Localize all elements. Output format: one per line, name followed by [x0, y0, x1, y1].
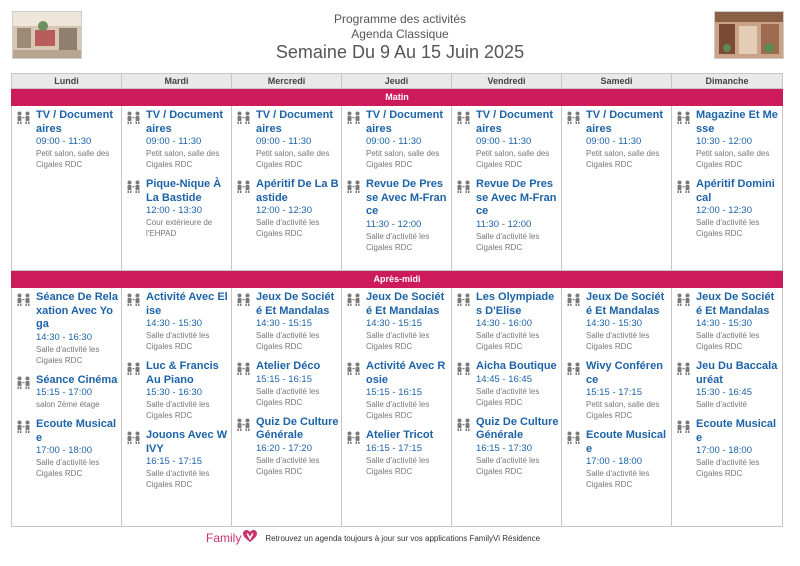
activity-item[interactable] [676, 360, 780, 410]
activity-name: TV / Documentaires [36, 109, 114, 135]
agenda-table [11, 73, 783, 527]
people-group-icon [676, 180, 691, 193]
people-group-icon [236, 418, 251, 431]
activity-name: TV / Documentaires [256, 109, 334, 135]
activity-name: Jeux De Société Et Mandalas [586, 291, 665, 317]
activity-name: Jeux De Société Et Mandalas [366, 291, 445, 317]
people-group-icon [456, 180, 471, 193]
activity-name: Séance De Relaxation Avec Yoga [36, 291, 118, 330]
day-cell [342, 288, 452, 527]
activity-place: Salle d'activité les Cigales RDC [476, 331, 540, 351]
people-group-icon [16, 376, 31, 389]
footer [206, 530, 540, 546]
activity-place: Salle d'activité les Cigales RDC [36, 458, 100, 478]
activity-item[interactable] [346, 429, 449, 477]
familyvi-logo [206, 530, 257, 546]
people-group-icon [126, 111, 141, 124]
activity-time: 11:30 - 12:00 [366, 218, 422, 230]
people-group-icon [346, 111, 361, 124]
activity-time: 17:00 - 18:00 [586, 456, 642, 467]
activity-name: Ecoute Musicale [696, 418, 777, 444]
afternoon-band-label: Après-midi [12, 271, 783, 288]
people-group-icon [126, 180, 141, 193]
day-cell [562, 106, 672, 271]
activity-name: TV / Documentaires [366, 109, 444, 135]
activity-name: Luc & Francis Au Piano [146, 360, 219, 386]
people-group-icon [346, 431, 361, 444]
activity-place: Salle d'activité les Cigales RDC [476, 386, 540, 407]
people-group-icon [346, 293, 361, 306]
logo-text: Family [206, 531, 242, 545]
activity-time: 12:00 - 12:30 [696, 205, 752, 216]
activity-name: Jeux De Société Et Mandalas [256, 291, 335, 317]
activity-name: Jouons Avec WIVY [146, 429, 228, 455]
activity-name: Revue De Presse Avec M-France [476, 178, 557, 217]
day-cell [672, 288, 783, 527]
day-cell [122, 288, 232, 527]
activity-time: 14:30 - 15:30 [146, 318, 202, 329]
activity-name: Wivy Conférence [586, 360, 663, 386]
people-group-icon [16, 293, 31, 306]
activity-time: 09:00 - 11:30 [586, 136, 642, 147]
activity-time: 15:15 - 17:15 [586, 387, 642, 398]
activity-time: 14:30 - 15:30 [586, 318, 642, 329]
afternoon-row [12, 288, 783, 527]
activity-place: Salle d'activité les Cigales RDC [146, 331, 210, 351]
day-header: Lundi [12, 74, 122, 89]
activity-place: Salle d'activité les Cigales RDC [366, 400, 430, 420]
day-cell [122, 106, 232, 271]
people-group-icon [566, 293, 581, 306]
header-subtitle: Agenda Classique [351, 27, 449, 41]
header-title: Programme des activités [333, 12, 467, 26]
activity-time: 14:45 - 16:45 [476, 373, 532, 385]
activity-time: 15:15 - 17:00 [36, 387, 92, 398]
activity-name: Magazine Et Messe [696, 109, 778, 135]
activity-item[interactable] [676, 178, 780, 239]
people-group-icon [676, 420, 691, 433]
activity-time: 17:00 - 18:00 [696, 445, 752, 456]
people-group-icon [346, 362, 361, 375]
activity-place: Salle d'activité les Cigales RDC [256, 218, 320, 238]
activity-place: Petit salon, salle des Cigales RDC [586, 149, 660, 169]
activity-time: 09:00 - 11:30 [256, 136, 312, 147]
activity-name: Atelier Tricot [366, 429, 434, 441]
activity-name: TV / Documentaires [476, 109, 554, 135]
activity-item[interactable] [566, 109, 669, 170]
day-header: Mardi [122, 74, 232, 89]
activity-item[interactable] [126, 178, 229, 239]
activity-name: Ecoute Musicale [586, 429, 667, 455]
activity-place: Salle d'activité les Cigales RDC [366, 455, 430, 476]
activity-place: Salle d'activité les Cigales RDC [696, 331, 760, 351]
people-group-icon [566, 111, 581, 124]
morning-row [12, 106, 783, 271]
activity-item[interactable] [346, 360, 449, 421]
activity-place: Salle d'activité les Cigales RDC [366, 231, 430, 252]
activity-name: Séance Cinéma [36, 373, 118, 386]
people-group-icon [346, 180, 361, 193]
activity-item[interactable] [236, 178, 339, 239]
people-group-icon [566, 431, 581, 444]
people-group-icon [236, 293, 251, 306]
people-group-icon [126, 293, 141, 306]
activity-item[interactable] [16, 418, 119, 479]
day-cell [12, 106, 122, 271]
activity-item[interactable] [16, 374, 119, 411]
people-group-icon [126, 362, 141, 375]
people-group-icon [456, 293, 471, 306]
activity-item[interactable] [346, 178, 449, 253]
activity-item[interactable] [236, 291, 339, 352]
people-group-icon [456, 111, 471, 124]
day-cell [232, 106, 342, 271]
footer-text: Retrouvez un agenda toujours à jour sur vos applications FamilyVi Résidence [265, 533, 541, 543]
activity-time: 15:30 - 16:45 [696, 387, 752, 398]
activity-item[interactable] [236, 360, 339, 408]
activity-name: Quiz De Culture Générale [256, 415, 339, 441]
people-group-icon [456, 362, 471, 375]
activity-place: Petit salon, salle des Cigales RDC [366, 149, 440, 169]
activity-name: Pique-Nique À La Bastide [146, 178, 222, 204]
activity-place: Salle d'activité les Cigales RDC [36, 344, 100, 365]
activity-item[interactable] [346, 291, 449, 352]
activity-time: 16:15 - 17:15 [146, 456, 202, 467]
heart-logo-icon [243, 530, 257, 546]
activity-name: Les Olympiades D'Elise [476, 291, 555, 317]
activity-place: Salle d'activité les Cigales RDC [146, 400, 210, 420]
activity-item[interactable] [346, 109, 449, 170]
activity-item[interactable] [126, 360, 229, 421]
activity-place: Salle d'activité les Cigales RDC [586, 469, 650, 489]
people-group-icon [676, 362, 691, 375]
activity-name: TV / Documentaires [146, 109, 224, 135]
activity-name: Apéritif Dominical [696, 178, 775, 204]
activity-time: 15:30 - 16:30 [146, 387, 202, 398]
activity-name: Atelier Déco [256, 360, 321, 372]
day-cell [452, 288, 562, 527]
morning-band-label: Matin [12, 89, 783, 106]
activity-time: 09:00 - 11:30 [36, 136, 92, 147]
activity-name: Jeu Du Baccalauréat [696, 360, 778, 386]
day-header: Samedi [562, 74, 672, 89]
activity-item[interactable] [236, 109, 339, 170]
day-cell [562, 288, 672, 527]
activity-time: 14:30 - 15:15 [256, 318, 312, 329]
activity-item[interactable] [456, 109, 559, 170]
people-group-icon [236, 180, 251, 193]
activity-time: 15:15 - 16:15 [256, 373, 312, 385]
activity-name: Quiz De Culture Générale [476, 415, 559, 441]
activity-place: Salle d'activité les Cigales RDC [586, 331, 650, 351]
people-group-icon [566, 362, 581, 375]
activity-time: 12:00 - 12:30 [256, 205, 312, 216]
activity-place: Salle d'activité les Cigales RDC [476, 231, 540, 252]
activity-time: 17:00 - 18:00 [36, 445, 92, 456]
activity-place: Petit salon, salle des Cigales RDC [146, 149, 220, 169]
activity-name: Revue De Presse Avec M-France [366, 178, 447, 217]
activity-item[interactable] [456, 416, 559, 477]
activity-name: Ecoute Musicale [36, 418, 117, 444]
activity-item[interactable] [16, 109, 119, 170]
activity-item[interactable] [126, 429, 229, 490]
activity-name: Aicha Boutique [476, 360, 557, 372]
activity-time: 14:30 - 15:30 [696, 318, 752, 329]
activity-place: Petit salon, salle des Cigales RDC [256, 149, 330, 169]
activity-place: Salle d'activité les Cigales RDC [146, 469, 210, 489]
activity-time: 16:15 - 17:15 [366, 442, 422, 454]
activity-item[interactable] [456, 178, 559, 253]
day-header: Vendredi [452, 74, 562, 89]
day-cell [452, 106, 562, 271]
activity-item[interactable] [236, 416, 339, 477]
day-cell [672, 106, 783, 271]
activity-time: 09:00 - 11:30 [476, 136, 532, 147]
afternoon-band [12, 271, 783, 288]
activity-time: 16:15 - 17:30 [476, 442, 532, 454]
activity-place: Salle d'activité les Cigales RDC [696, 458, 760, 478]
activity-name: TV / Documentaires [586, 109, 664, 135]
day-header: Mercredi [232, 74, 342, 89]
activity-item[interactable] [566, 429, 669, 490]
day-header: Dimanche [672, 74, 783, 89]
people-group-icon [236, 362, 251, 375]
activity-place: Salle d'activité [696, 400, 747, 409]
activity-time: 10:30 - 12:00 [696, 136, 752, 147]
activity-place: Petit salon, salle des Cigales RDC [696, 149, 770, 169]
activity-item[interactable] [126, 291, 229, 352]
day-cell [12, 288, 122, 527]
activity-time: 14:30 - 16:00 [476, 318, 532, 329]
activity-time: 16:20 - 17:20 [256, 442, 312, 454]
activity-item[interactable] [566, 360, 669, 421]
activity-item[interactable] [676, 109, 780, 170]
activity-place: Salle d'activité les Cigales RDC [256, 455, 320, 476]
activity-time: 11:30 - 12:00 [476, 218, 532, 230]
activity-time: 12:00 - 13:30 [146, 205, 202, 216]
activity-item[interactable] [456, 360, 559, 408]
activity-place: Petit salon, salle des Cigales RDC [476, 149, 550, 169]
activity-place: Salle d'activité les Cigales RDC [476, 455, 540, 476]
activity-place: Salle d'activité les Cigales RDC [256, 386, 320, 407]
people-group-icon [676, 293, 691, 306]
activity-place: Petit salon, salle des Cigales RDC [36, 149, 110, 169]
activity-item[interactable] [16, 291, 119, 366]
activity-item[interactable] [676, 418, 780, 479]
activity-item[interactable] [676, 291, 780, 352]
activity-item[interactable] [126, 109, 229, 170]
people-group-icon [16, 420, 31, 433]
days-header-row [12, 74, 783, 89]
activity-name: Apéritif De La Bastide [256, 178, 339, 204]
activity-place: Cour extérieure de l'EHPAD [146, 218, 213, 238]
activity-time: 15:15 - 16:15 [366, 387, 422, 398]
day-cell [232, 288, 342, 527]
activity-time: 09:00 - 11:30 [366, 136, 422, 147]
week-title: Semaine Du 9 Au 15 Juin 2025 [275, 42, 525, 62]
activity-name: Activité Avec Rosie [366, 360, 446, 386]
activity-name: Jeux De Société Et Mandalas [696, 291, 775, 317]
activity-place: Salle d'activité les Cigales RDC [366, 331, 430, 351]
people-group-icon [16, 111, 31, 124]
activity-place: Salle d'activité les Cigales RDC [256, 331, 320, 351]
activity-place: Salle d'activité les Cigales RDC [696, 218, 760, 238]
activity-time: 14:30 - 15:15 [366, 318, 422, 329]
day-header: Jeudi [342, 74, 452, 89]
activity-name: Activité Avec Elise [146, 291, 228, 317]
activity-item[interactable] [566, 291, 669, 352]
activity-place: Petit salon, salle des Cigales RDC [586, 400, 660, 420]
people-group-icon [456, 418, 471, 431]
activity-place: salon 2ème étage [36, 400, 100, 409]
morning-band [12, 89, 783, 106]
day-cell [342, 106, 452, 271]
people-group-icon [126, 431, 141, 444]
people-group-icon [236, 111, 251, 124]
people-group-icon [676, 111, 691, 124]
activity-time: 09:00 - 11:30 [146, 136, 202, 147]
activity-time: 14:30 - 16:30 [36, 331, 92, 343]
activity-item[interactable] [456, 291, 559, 352]
